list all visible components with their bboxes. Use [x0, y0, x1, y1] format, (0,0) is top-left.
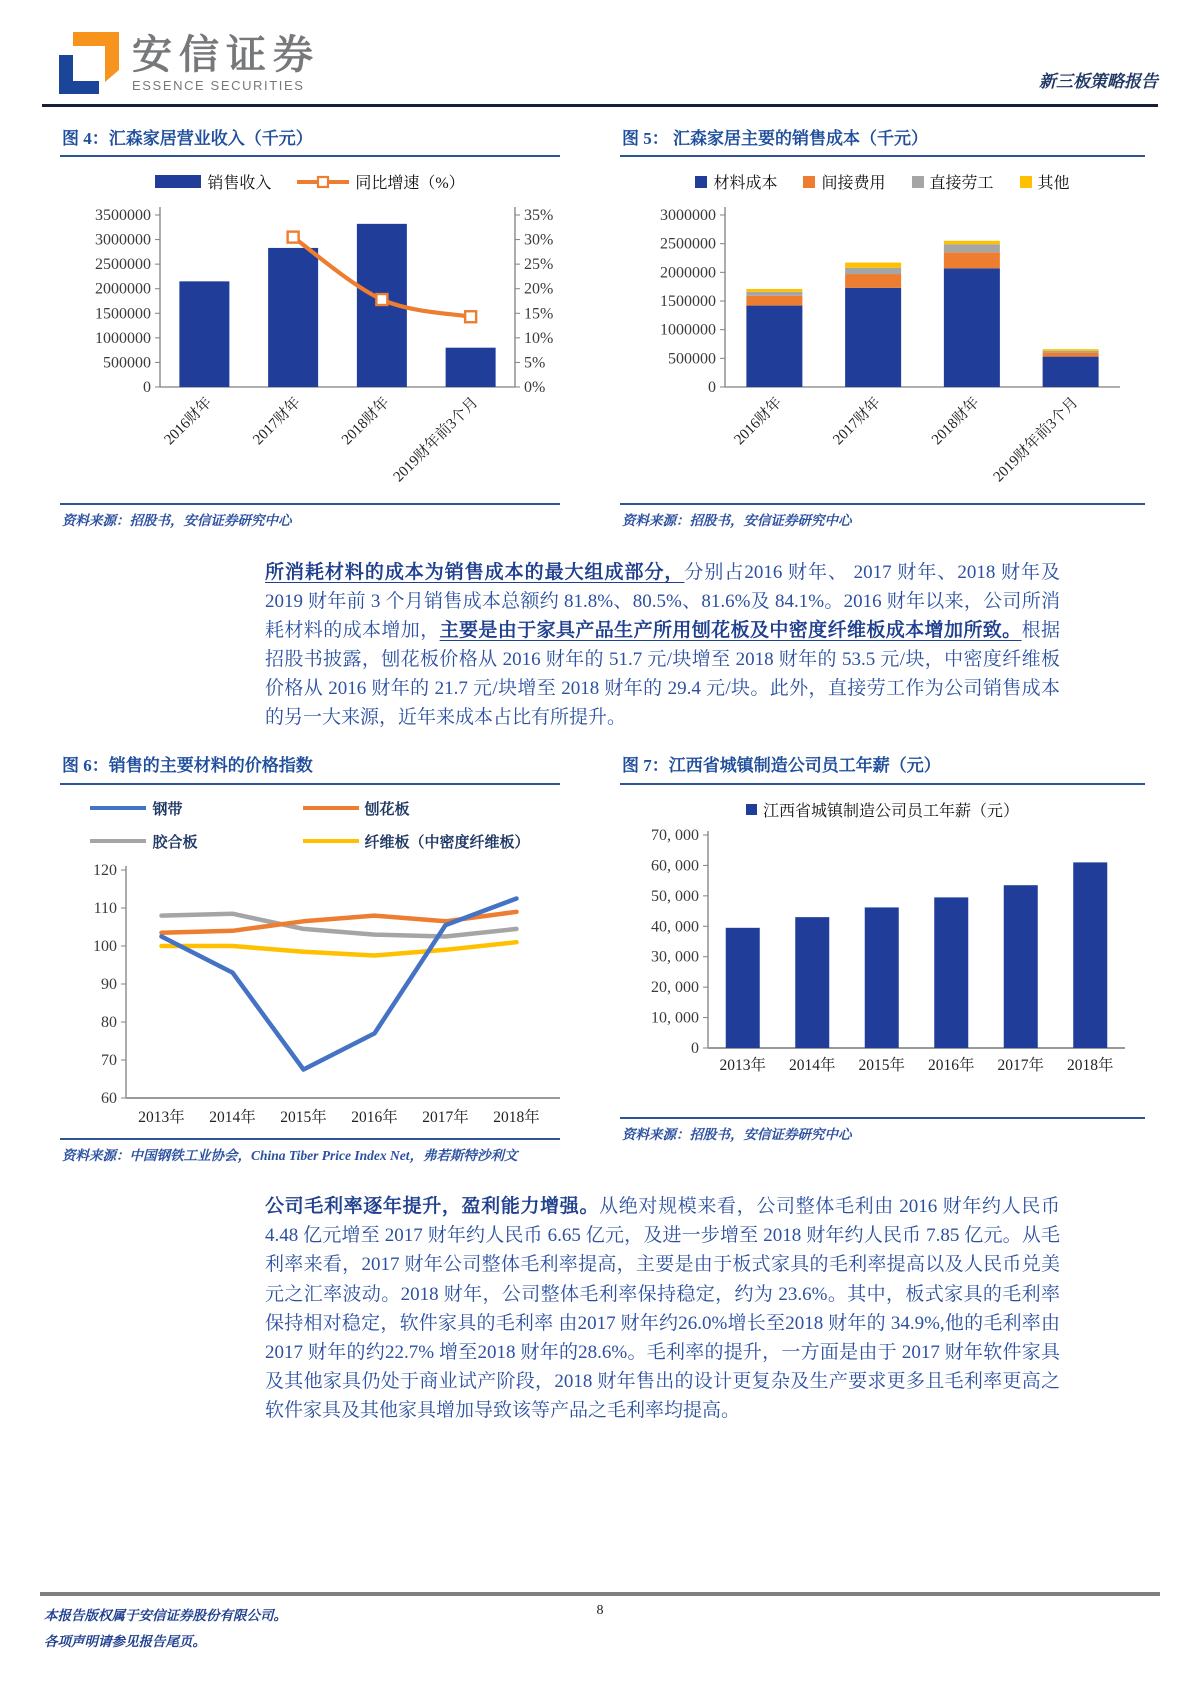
svg-text:100: 100 [93, 937, 117, 955]
svg-text:2017年: 2017年 [422, 1108, 469, 1126]
svg-text:0: 0 [691, 1039, 699, 1057]
cost-segment [1043, 353, 1099, 357]
svg-text:60: 60 [101, 1089, 117, 1107]
legend-item [803, 170, 885, 193]
legend-label: 纤维板（中密度纤维板） [364, 834, 530, 851]
price-index-line [162, 942, 517, 955]
svg-text:5%: 5% [524, 354, 546, 372]
brand [56, 30, 320, 96]
salary-bar [1004, 885, 1038, 1048]
cost-segment [944, 253, 1000, 269]
svg-text:110: 110 [93, 899, 117, 917]
legend-square-swatch-icon [695, 176, 707, 188]
legend-label: 刨花板 [364, 801, 410, 818]
figure5-title: 图 5： 汇森家居主要的销售成本（千元） [620, 127, 1145, 157]
figure7-legend [620, 798, 1145, 821]
svg-text:2017财年: 2017财年 [250, 394, 304, 449]
svg-text:2500000: 2500000 [95, 256, 151, 274]
paragraph-segment: 从绝对规模来看，公司整体毛利由 2016 财年约人民币 4.48 亿元增至 2017 财年约人民币 6.65 亿元，及进一步增至 2018 财年约人民币 7.85 亿元。从毛利率来看，2017 财年公司整体毛利率提高，主要是由于板式家具的毛利率提高以及人民币兑美元之汇率波动。2018 财年，公司整体毛利率保持稳定，约为 23.6%。其中，板式家具的毛利率保持相对稳定，软件家具的毛利率 由2017 财年约26.0%增长至2018 财年的 34.9%,他的毛利率由2017 财年的约22.7% 增至2018 财年的28.6%。毛利率的提升，一方面是由于 2017 财年软件家具及其他家具仍处于商业试产阶段，2018 财年售出的设计更复杂及生产要求更多且毛利率更高之软件家具及其他家具增加导致该等产品之毛利率均提高。 [265, 1196, 1061, 1421]
svg-text:2000000: 2000000 [660, 264, 716, 282]
legend-square-swatch-icon [746, 804, 757, 815]
svg-text:1000000: 1000000 [95, 330, 151, 348]
svg-text:500000: 500000 [668, 350, 716, 368]
legend-item [155, 170, 271, 193]
legend-line-marker-icon [297, 175, 349, 189]
figure-4 [60, 127, 560, 532]
legend-square-swatch-icon [1020, 176, 1032, 188]
svg-text:40, 000: 40, 000 [651, 918, 699, 936]
footer-rule [40, 1592, 1160, 1596]
svg-text:2019财年前3个月: 2019财年前3个月 [990, 394, 1082, 486]
figure7-chart [620, 823, 1145, 1091]
svg-text:70, 000: 70, 000 [651, 826, 699, 844]
revenue-bar [446, 348, 496, 387]
legend-label: 胶合板 [152, 834, 198, 851]
essence-securities-logo-icon [56, 30, 122, 96]
price-index-line [162, 898, 517, 1069]
cost-segment [1043, 357, 1099, 387]
revenue-bar [268, 248, 318, 387]
cost-segment [746, 306, 802, 387]
svg-text:0: 0 [708, 379, 716, 397]
figure5-chart [620, 195, 1145, 503]
svg-text:0%: 0% [524, 379, 546, 397]
legend-label: 同比增速（%） [355, 175, 465, 193]
svg-text:15%: 15% [524, 305, 554, 323]
header-rule [42, 104, 1158, 107]
svg-text:2014年: 2014年 [788, 1056, 836, 1074]
svg-text:500000: 500000 [103, 354, 151, 372]
svg-text:60, 000: 60, 000 [651, 857, 699, 875]
paragraph-materials-cost [265, 558, 1060, 732]
svg-text:2000000: 2000000 [95, 281, 151, 299]
figure7-source: 资料来源：招股书，安信证券研究中心 [620, 1117, 1145, 1166]
svg-text:3500000: 3500000 [95, 207, 151, 225]
page-number: 8 [596, 1603, 604, 1618]
svg-text:2017财年: 2017财年 [830, 394, 884, 449]
svg-text:2018年: 2018年 [1066, 1056, 1114, 1074]
cost-segment [746, 289, 802, 292]
footer-line2: 各项声明请参见报告尾页。 [44, 1633, 206, 1649]
svg-text:2016财年: 2016财年 [731, 394, 786, 449]
svg-text:2500000: 2500000 [660, 236, 716, 254]
legend-item [695, 170, 777, 193]
cost-segment [746, 296, 802, 306]
figure-5 [620, 127, 1145, 532]
cost-segment [944, 241, 1000, 244]
figure4-legend [60, 170, 560, 193]
figure6-source: 资料来源：中国钢铁工业协会，China Tiber Price Index Net，弗若斯特沙利文 [60, 1138, 560, 1167]
svg-text:30, 000: 30, 000 [651, 948, 699, 966]
paragraph-segment: 根据招股书披露，刨花板价格从 2016 财年的 51.7 元/块增至 2018 财年的 53.5 元/块，中密度纤维板价格从 2016 财年的 21.7 元/块增至 2018 财年的 29.4 元/块。此外，直接劳工作为公司销售成本的另一大来源，近年来成本占比有所提升。 [265, 620, 1060, 729]
svg-text:2013年: 2013年 [719, 1056, 767, 1074]
svg-text:50, 000: 50, 000 [651, 887, 699, 905]
figure5-source: 资料来源：招股书，安信证券研究中心 [620, 503, 1145, 532]
legend-label: 其他 [1037, 175, 1070, 193]
cost-segment [845, 263, 901, 268]
legend-label: 材料成本 [713, 175, 778, 193]
legend-line-swatch-icon [303, 839, 359, 843]
svg-text:2015年: 2015年 [280, 1108, 327, 1126]
cost-segment [944, 245, 1000, 253]
svg-text:0: 0 [143, 379, 151, 397]
legend-item [912, 170, 994, 193]
svg-text:2018年: 2018年 [493, 1108, 540, 1126]
salary-bar [865, 907, 899, 1048]
figure4-chart [60, 195, 560, 503]
legend-label: 销售收入 [207, 175, 272, 193]
paragraph-segment: 所消耗材料的成本为销售成本的最大组成部分， [265, 561, 685, 583]
figure-row-2 [0, 754, 1200, 1166]
legend-line-swatch-icon [90, 839, 146, 843]
svg-text:2018财年: 2018财年 [928, 394, 983, 449]
paragraph-segment: 分别占2016 财年、 2017 财年、2018 财年及 2019 财年前 3 个月销售成本总额约 81.8%、80.5%、81.6%及 84.1%。2016 财年以来，公司所消耗材料的成本增加， [265, 561, 1060, 642]
brand-name-cn: 安信证券 [132, 33, 320, 77]
cost-segment [845, 268, 901, 274]
figure5-legend [620, 170, 1145, 193]
legend-label: 钢带 [152, 801, 183, 818]
svg-text:2013年: 2013年 [138, 1108, 185, 1126]
legend-item [90, 798, 197, 819]
paragraph-segment: 主要是由于家具产品生产所用刨花板及中密度纤维板成本增加所致。 [439, 620, 1022, 642]
svg-text:10, 000: 10, 000 [651, 1009, 699, 1027]
svg-text:70: 70 [101, 1051, 117, 1069]
revenue-bar [179, 282, 229, 388]
svg-text:1500000: 1500000 [660, 293, 716, 311]
footer-line1: 本报告版权属于安信证券股份有限公司。 [44, 1608, 287, 1623]
svg-text:20, 000: 20, 000 [651, 978, 699, 996]
legend-label: 江西省城镇制造公司员工年薪（元） [762, 802, 1019, 820]
figure6-chart [60, 856, 560, 1138]
salary-bar [934, 897, 968, 1048]
figure7-title: 图 7：江西省城镇制造公司员工年薪（元） [620, 754, 1145, 784]
svg-text:3000000: 3000000 [95, 231, 151, 249]
report-type-label: 新三板策略报告 [1039, 72, 1158, 91]
svg-text:3000000: 3000000 [660, 207, 716, 225]
legend-bar-swatch-icon [155, 175, 201, 188]
svg-text:2014年: 2014年 [209, 1108, 256, 1126]
svg-text:2019财年前3个月: 2019财年前3个月 [390, 394, 482, 486]
legend-square-swatch-icon [912, 176, 924, 188]
figure-row-1 [0, 127, 1200, 532]
figure-7 [620, 754, 1145, 1166]
salary-bar [795, 917, 829, 1048]
figure6-title: 图 6：销售的主要材料的价格指数 [60, 754, 560, 784]
svg-text:25%: 25% [524, 256, 554, 274]
svg-text:2016年: 2016年 [351, 1108, 398, 1126]
legend-item [303, 798, 530, 819]
svg-text:90: 90 [101, 975, 117, 993]
legend-item [90, 831, 197, 852]
svg-text:2016年: 2016年 [927, 1056, 975, 1074]
svg-text:35%: 35% [524, 207, 554, 225]
salary-bar [726, 928, 760, 1048]
cost-segment [1043, 351, 1099, 353]
svg-text:30%: 30% [524, 231, 554, 249]
figure4-title: 图 4：汇森家居营业收入（千元） [60, 127, 560, 157]
growth-marker [376, 294, 387, 305]
cost-segment [845, 274, 901, 288]
svg-text:2015年: 2015年 [858, 1056, 906, 1074]
svg-text:2018财年: 2018财年 [338, 394, 393, 449]
svg-text:2016财年: 2016财年 [161, 394, 216, 449]
svg-text:20%: 20% [524, 281, 554, 299]
paragraph-gross-margin [265, 1192, 1060, 1425]
legend-item [297, 170, 464, 193]
page-header [0, 0, 1200, 96]
svg-text:1500000: 1500000 [95, 305, 151, 323]
legend-item [746, 798, 1019, 821]
cost-segment [944, 269, 1000, 388]
paragraph-segment: 公司毛利率逐年提升，盈利能力增强。 [265, 1196, 600, 1218]
legend-line-swatch-icon [303, 806, 359, 810]
legend-label: 间接费用 [821, 175, 886, 193]
salary-bar [1073, 862, 1107, 1048]
legend-label: 直接劳工 [929, 175, 994, 193]
svg-text:1000000: 1000000 [660, 322, 716, 340]
legend-square-swatch-icon [803, 176, 815, 188]
brand-name-en: ESSENCE SECURITIES [132, 78, 305, 93]
svg-text:10%: 10% [524, 330, 554, 348]
growth-marker [288, 232, 299, 243]
growth-marker [465, 312, 476, 323]
figure6-legend [90, 798, 529, 852]
cost-segment [1043, 350, 1099, 352]
cost-segment [746, 292, 802, 296]
legend-item [303, 831, 530, 852]
svg-text:120: 120 [93, 861, 117, 879]
legend-line-swatch-icon [90, 806, 146, 810]
svg-text:80: 80 [101, 1013, 117, 1031]
figure-6 [60, 754, 560, 1166]
figure4-source: 资料来源：招股书，安信证券研究中心 [60, 503, 560, 532]
legend-item [1020, 170, 1070, 193]
cost-segment [845, 288, 901, 387]
svg-text:2017年: 2017年 [997, 1056, 1045, 1074]
